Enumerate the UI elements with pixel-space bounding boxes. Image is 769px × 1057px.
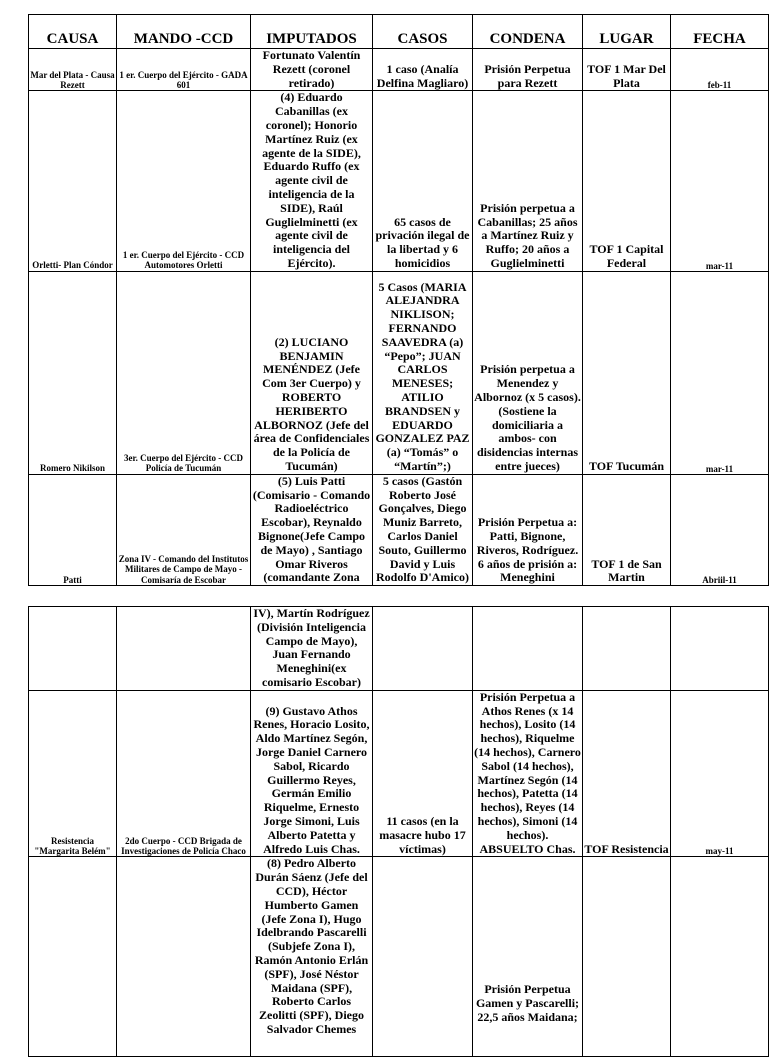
header-fecha: FECHA	[671, 15, 769, 49]
table-row	[29, 271, 769, 474]
cell-lugar	[583, 607, 671, 691]
sentences-table-page-1	[28, 14, 769, 586]
cell-causa: Mar del Plata - Causa Rezett	[29, 49, 117, 91]
cell-casos: 5 casos (Gastón Roberto José Gonçalves, Diego Muniz Barreto, Carlos Daniel Souto, Guillermo David y Luis Rodolfo D'Amico)	[373, 474, 473, 585]
table-row	[29, 49, 769, 91]
cell-causa: Patti	[29, 474, 117, 585]
document-page-2	[0, 606, 768, 1036]
cell-condena: Prisión Perpetua a: Patti, Bignone, Riveros, Rodríguez. 6 años de prisión a: Meneghini	[473, 474, 583, 585]
cell-fecha: mar-11	[671, 271, 769, 474]
table-row	[29, 607, 769, 691]
table-row	[29, 690, 769, 857]
header-lugar: LUGAR	[583, 15, 671, 49]
cell-fecha	[671, 857, 769, 1057]
cell-fecha: Abriil-11	[671, 474, 769, 585]
sentences-table-page-2	[28, 606, 769, 1057]
cell-condena	[473, 607, 583, 691]
cell-mando: 2do Cuerpo - CCD Brigada de Investigaciones de Policía Chaco	[117, 690, 251, 857]
cell-imputados: (4) Eduardo Cabanillas (ex coronel); Honorio Martínez Ruiz (ex agente de la SIDE), Eduardo Ruffo (ex agente civil de inteligencia de la SIDE), Raúl Guglielminetti (ex agente civil de inteligencia del Ejército).	[251, 91, 373, 271]
cell-causa: Romero Nikilson	[29, 271, 117, 474]
cell-casos: 1 caso (Analía Delfina Magliaro)	[373, 49, 473, 91]
cell-casos: 11 casos (en la masacre hubo 17 víctimas)	[373, 690, 473, 857]
cell-lugar: TOF 1 Capital Federal	[583, 91, 671, 271]
cell-condena: Prisión Perpetua para Rezett	[473, 49, 583, 91]
table-row	[29, 91, 769, 271]
header-causa: CAUSA	[29, 15, 117, 49]
cell-condena: Prisión perpetua a Cabanillas; 25 años a Martínez Ruiz y Ruffo; 20 años a Guglielminetti	[473, 91, 583, 271]
cell-lugar: TOF Tucumán	[583, 271, 671, 474]
cell-mando: 1 er. Cuerpo del Ejército - GADA 601	[117, 49, 251, 91]
cell-condena: Prisión Perpetua a Athos Renes (x 14 hechos), Losito (14 hechos), Riquelme (14 hechos), Carnero Sabol (14 hechos), Martínez Segón (14 hechos), Patetta (14 hechos), Reyes (14 hechos), Simoni (14 hechos). ABSUELTO Chas.	[474, 689, 581, 856]
cell-imputados: (5) Luis Patti (Comisario - Comando Radioeléctrico Escobar), Reynaldo Bignone(Jefe Campo de Mayo) , Santiago Omar Riveros (comandante Zona	[251, 474, 373, 585]
cell-fecha: may-11	[671, 690, 769, 857]
cell-mando: 3er. Cuerpo del Ejército - CCD Policía de Tucumán	[117, 271, 251, 474]
cell-condena: Prisión perpetua a Menendez y Albornoz (x 5 casos). (Sostiene la domiciliaria a ambos- con disidencias internas entre jueces)	[473, 271, 583, 474]
header-condena: CONDENA	[473, 15, 583, 49]
cell-causa	[29, 607, 117, 691]
cell-causa	[29, 857, 117, 1057]
cell-fecha: mar-11	[671, 91, 769, 271]
cell-mando: 1 er. Cuerpo del Ejército - CCD Automotores Orletti	[117, 91, 251, 271]
cell-casos: 65 casos de privación ilegal de la libertad y 6 homicidios	[373, 91, 473, 271]
cell-fecha: feb-11	[671, 49, 769, 91]
cell-causa: Resistencia "Margarita Belém"	[29, 690, 117, 857]
cell-casos: 5 Casos (MARIA ALEJANDRA NIKLISON; FERNANDO SAAVEDRA (a) “Pepo”; JUAN CARLOS MENESES; ATILIO BRANDSEN y EDUARDO GONZALEZ PAZ (a) “Tomás” o “Martín”;)	[373, 271, 473, 474]
cell-mando: Zona IV - Comando del Institutos Militares de Campo de Mayo - Comisaría de Escobar	[117, 474, 251, 585]
cell-condena: Prisión Perpetua Gamen y Pascarelli; 22,5 años Maidana;	[473, 857, 583, 1057]
header-mando: MANDO -CCD	[117, 15, 251, 49]
cell-mando	[117, 607, 251, 691]
header-row	[29, 15, 769, 49]
cell-imputados: (8) Pedro Alberto Durán Sáenz (Jefe del CCD), Héctor Humberto Gamen (Jefe Zona I), Hugo Idelbrando Pascarelli (Subjefe Zona I), Ramón Antonio Erlán (SPF), José Néstor Maidana (SPF), Roberto Carlos Zeolitti (SPF), Diego Salvador Chemes	[251, 857, 373, 1057]
cell-lugar: TOF Resistencia	[583, 690, 671, 857]
header-casos: CASOS	[373, 15, 473, 49]
table-row	[29, 474, 769, 585]
cell-lugar: TOF 1 Mar Del Plata	[583, 49, 671, 91]
cell-imputados: IV), Martín Rodríguez (División Inteligencia Campo de Mayo), Juan Fernando Meneghini(ex comisario Escobar)	[251, 607, 373, 691]
header-imputados: IMPUTADOS	[251, 15, 373, 49]
cell-mando	[117, 857, 251, 1057]
cell-causa: Orletti- Plan Cóndor	[29, 91, 117, 271]
cell-fecha	[671, 607, 769, 691]
cell-casos	[373, 607, 473, 691]
cell-imputados: Fortunato Valentín Rezett (coronel retirado)	[251, 49, 373, 91]
cell-lugar: TOF 1 de San Martin	[583, 474, 671, 585]
cell-casos	[373, 857, 473, 1057]
cell-imputados: (9) Gustavo Athos Renes, Horacio Losito, Aldo Martínez Segón, Jorge Daniel Carnero Sabol, Ricardo Guillermo Reyes, Germán Emilio Riquelme, Ernesto Jorge Simoni, Luis Alberto Patetta y Alfredo Luis Chas.	[251, 690, 373, 857]
cell-imputados: (2) LUCIANO BENJAMIN MENÉNDEZ (Jefe Com 3er Cuerpo) y ROBERTO HERIBERTO ALBORNOZ (Jefe del área de Confidenciales de la Policía de Tucumán)	[251, 271, 373, 474]
cell-lugar	[583, 857, 671, 1057]
table-row	[29, 857, 769, 1057]
